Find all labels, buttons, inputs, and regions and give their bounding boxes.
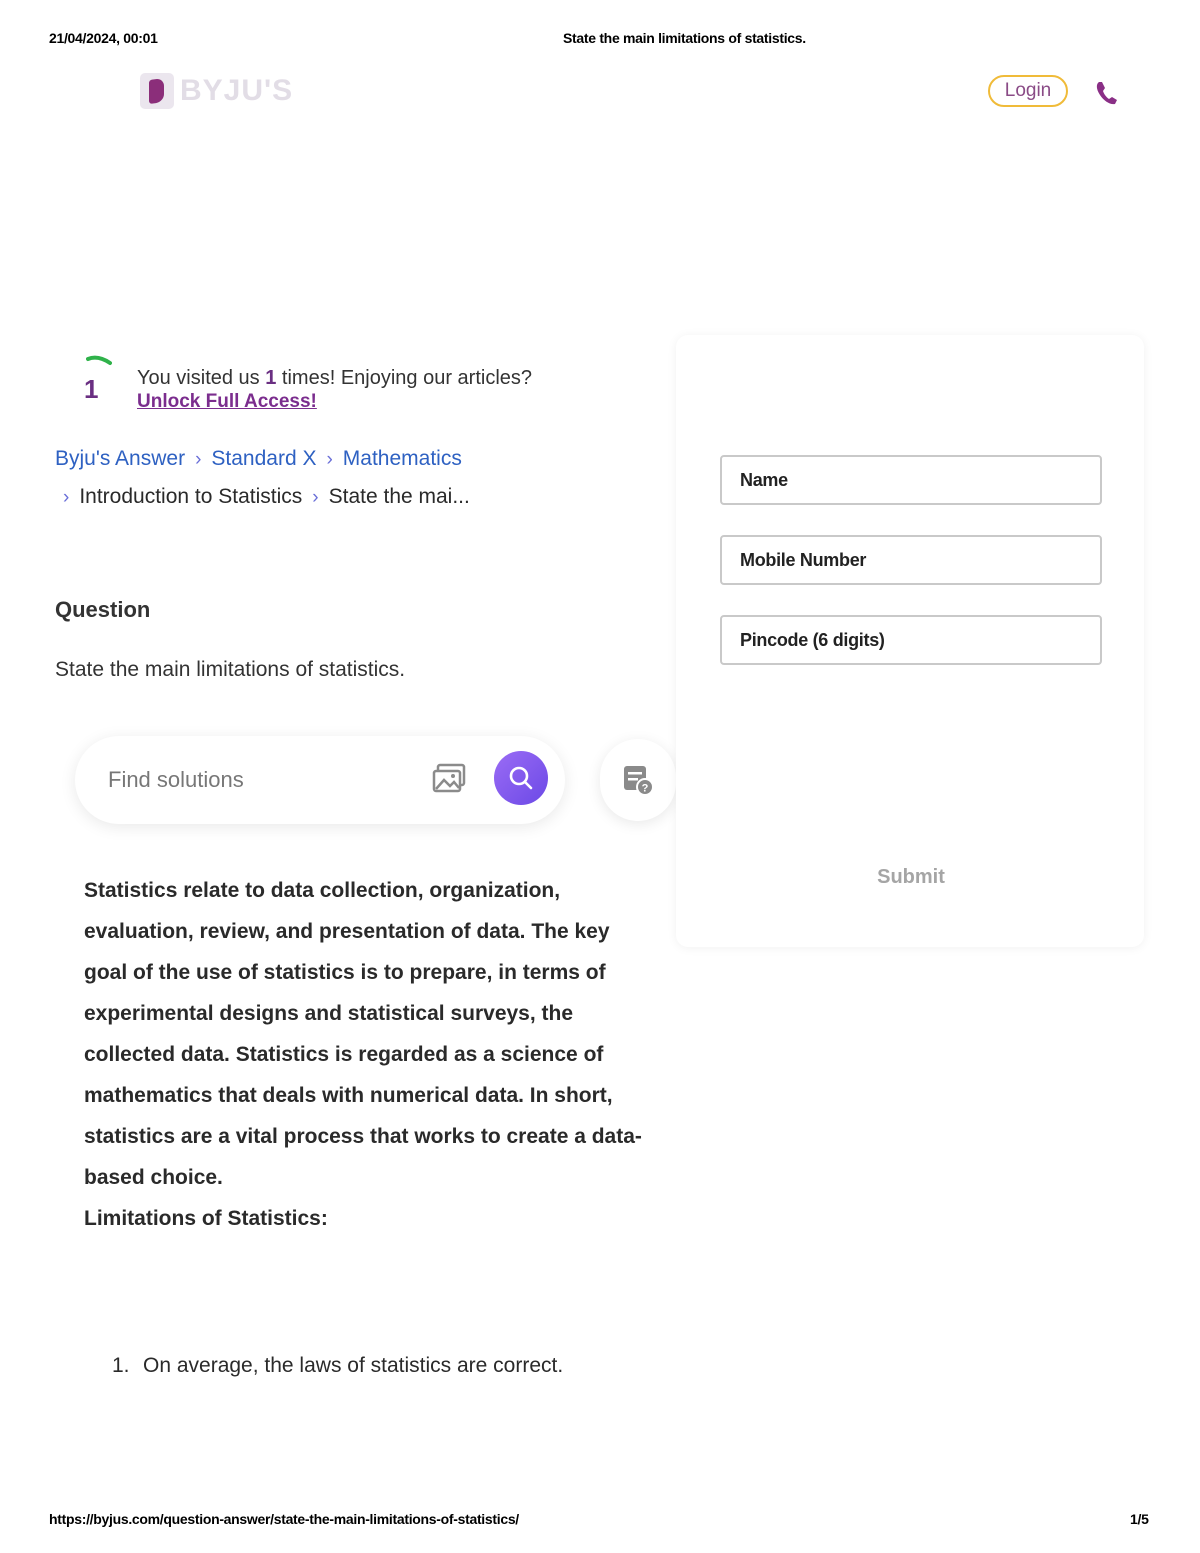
svg-text:?: ? (641, 782, 649, 795)
pincode-field[interactable] (720, 615, 1102, 665)
ask-doubt-button[interactable] (600, 739, 676, 821)
chevron-right-icon: › (63, 487, 70, 508)
answer-paragraph: Statistics relate to data collection, organization, evaluation, review, and presentation of data. The key goal of the use of statistics is to prepare, in terms of experimental designs and statistical surveys, the collected data. Statistics is regarded as a science of mathematics that deals with numerical data. In short, statistics are a vital process that works to create a data-based choice. (84, 879, 642, 1189)
list-item-number: 1. (112, 1354, 130, 1377)
brand-logo[interactable] (140, 73, 293, 109)
visit-message (137, 366, 532, 414)
question-heading: Question (55, 597, 151, 622)
search-button[interactable] (494, 751, 548, 805)
visit-text-before: You visited us (137, 367, 266, 389)
print-title: State the main limitations of statistics. (563, 30, 806, 46)
breadcrumb-item-standard[interactable]: Standard X (211, 447, 317, 470)
name-field[interactable] (720, 455, 1102, 505)
phone-icon[interactable] (1092, 78, 1122, 108)
print-page-number: 1/5 (1130, 1511, 1149, 1527)
search-icon (507, 764, 535, 792)
print-url: https://byjus.com/question-answer/state-the-main-limitations-of-statistics/ (49, 1511, 519, 1527)
unlock-full-access-link[interactable]: Unlock Full Access! (137, 391, 317, 412)
limitations-heading: Limitations of Statistics: (84, 1207, 328, 1230)
chevron-right-icon: › (326, 449, 333, 470)
ask-doubt-icon (620, 762, 656, 798)
breadcrumb-item-current: State the mai... (328, 485, 470, 508)
chevron-right-icon: › (195, 449, 202, 470)
question-text: State the main limitations of statistics. (55, 658, 406, 681)
mobile-number-field[interactable] (720, 535, 1102, 585)
login-button[interactable]: Login (988, 75, 1068, 107)
breadcrumb-item-byjus-answer[interactable]: Byju's Answer (55, 447, 186, 470)
breadcrumb-item-subject[interactable]: Mathematics (342, 447, 462, 470)
chevron-right-icon: › (312, 487, 319, 508)
image-upload-icon[interactable] (432, 763, 468, 795)
brand-name: BYJU'S (180, 74, 294, 107)
list-item (112, 1345, 612, 1386)
submit-button[interactable]: Submit (720, 852, 1102, 902)
visit-count-badge: 1 (84, 374, 99, 404)
visit-count: 1 (265, 367, 277, 389)
visit-text-after: times! Enjoying our articles? (276, 367, 533, 389)
list-item-text: On average, the laws of statistics are correct. (143, 1354, 564, 1377)
limitations-list (112, 1345, 612, 1386)
counter-swoosh-icon (86, 355, 112, 369)
answer-body (84, 870, 644, 1239)
logo-icon (140, 73, 174, 109)
breadcrumb (55, 440, 575, 516)
print-datetime: 21/04/2024, 00:01 (49, 30, 158, 46)
search-input[interactable]: Find solutions (108, 767, 244, 792)
breadcrumb-item-chapter[interactable]: Introduction to Statistics (79, 485, 303, 508)
